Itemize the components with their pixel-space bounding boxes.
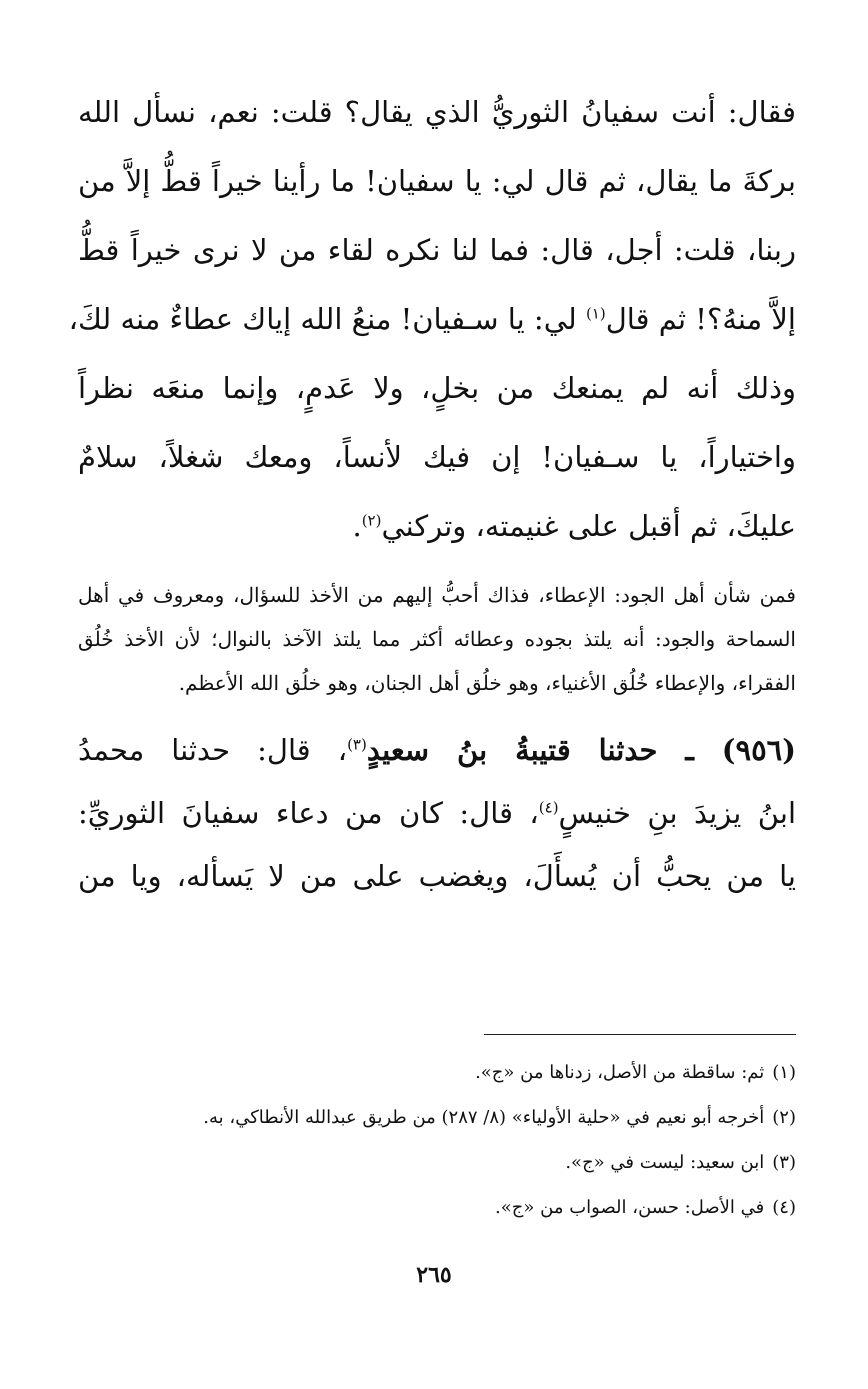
main-text-line: ربنا، قلت: أجل، قال: فما لنا نكره لقاء من لا نرى خيراً قطُّ bbox=[78, 233, 796, 267]
main-text-line: وذلك أنه لم يمنعك من بخلٍ، ولا عَدمٍ، وإنما منعَه نظراً bbox=[78, 371, 796, 405]
hadith-text-segment: ابنُ يزيدَ بنِ خنيسٍ bbox=[558, 796, 796, 830]
page-number: ٢٦٥ bbox=[416, 1262, 452, 1288]
footnote-number: (٤) bbox=[772, 1197, 796, 1218]
main-text-segment: إلاَّ منهُ؟! ثم قال bbox=[605, 302, 796, 336]
hadith-text-segment: ، قال: كان من دعاء سفيانَ الثوريِّ: bbox=[78, 796, 539, 830]
footnote-text: أخرجه أبو نعيم في «حلية الأولياء» (٨/ ٢٨٧) من طريق عبدالله الأنطاكي، به. bbox=[203, 1107, 765, 1128]
page-body bbox=[68, 78, 796, 908]
footnote-ref-2[interactable]: (٢) bbox=[361, 511, 382, 530]
commentary-text: فمن شأن أهل الجود: الإعطاء، فذاك أحبُّ إليهم من الأخذ للسؤال، ومعروف في أهل السماحة والجود: أنه يلتذ بجوده وعطائه أكثر مما يلتذ الآخذ بالنوال؛ لأن الأخذ خُلُق الفقراء، والإعطاء خُلُق الأغنياء، وهو خلُق أهل الجنان، وهو خلُق الله الأعظم. bbox=[78, 583, 796, 695]
main-text-segment: . bbox=[352, 509, 362, 543]
footnotes-section bbox=[90, 1050, 796, 1230]
main-text-segment: لي: يا سـفيان! منعُ الله إياك عطاءٌ منه لكَ، bbox=[68, 302, 586, 336]
footnote-ref-4[interactable]: (٤) bbox=[538, 798, 559, 817]
main-text-line: فقال: أنت سفيانُ الثوريُّ الذي يقال؟ قلت: نعم، نسأل الله bbox=[78, 95, 796, 129]
footnote-text: ثم: ساقطة من الأصل، زدناها من «ج». bbox=[475, 1062, 765, 1083]
main-text-line: واختياراً، يا سـفيان! إن فيك لأنساً، ومعك شغلاً، سلامٌ bbox=[78, 440, 796, 474]
hadith-line bbox=[78, 782, 796, 845]
footnote-ref-3[interactable]: (٣) bbox=[347, 735, 367, 754]
footnote-number: (١) bbox=[772, 1062, 796, 1083]
hadith-text-segment: ـ حدثنا قتيبةُ بنُ سعيدٍ bbox=[366, 733, 722, 767]
footnote-item bbox=[90, 1095, 796, 1140]
footnote-number: (٢) bbox=[772, 1107, 796, 1128]
main-text-line bbox=[68, 285, 796, 354]
commentary-paragraph bbox=[78, 573, 796, 705]
footnote-divider bbox=[484, 1034, 796, 1035]
footnote-ref-1[interactable]: (١) bbox=[585, 304, 606, 323]
hadith-line: يا من يحبُّ أن يُسأَلَ، ويغضب على من لا يَسأله، ويا من bbox=[78, 859, 796, 893]
main-text-segment: عليكَ، ثم أقبل على غنيمته، وتركني bbox=[381, 509, 796, 543]
footnote-item bbox=[90, 1140, 796, 1185]
footnote-number: (٣) bbox=[772, 1152, 796, 1173]
footnote-item bbox=[90, 1185, 796, 1230]
main-text-line: بركةَ ما يقال، ثم قال لي: يا سفيان! ما رأينا خيراً قطُّ إلاَّ من bbox=[78, 164, 796, 198]
main-text-line bbox=[78, 492, 796, 561]
footnote-item bbox=[90, 1050, 796, 1095]
hadith-block bbox=[78, 719, 796, 908]
footnote-text: ابن سعيد: ليست في «ج». bbox=[565, 1152, 765, 1173]
footnote-text: في الأصل: حسن، الصواب من «ج». bbox=[495, 1197, 765, 1218]
hadith-number: (٩٥٦) bbox=[721, 733, 796, 767]
hadith-line bbox=[78, 719, 796, 782]
hadith-text-segment: ، قال: حدثنا محمدُ bbox=[78, 733, 348, 767]
